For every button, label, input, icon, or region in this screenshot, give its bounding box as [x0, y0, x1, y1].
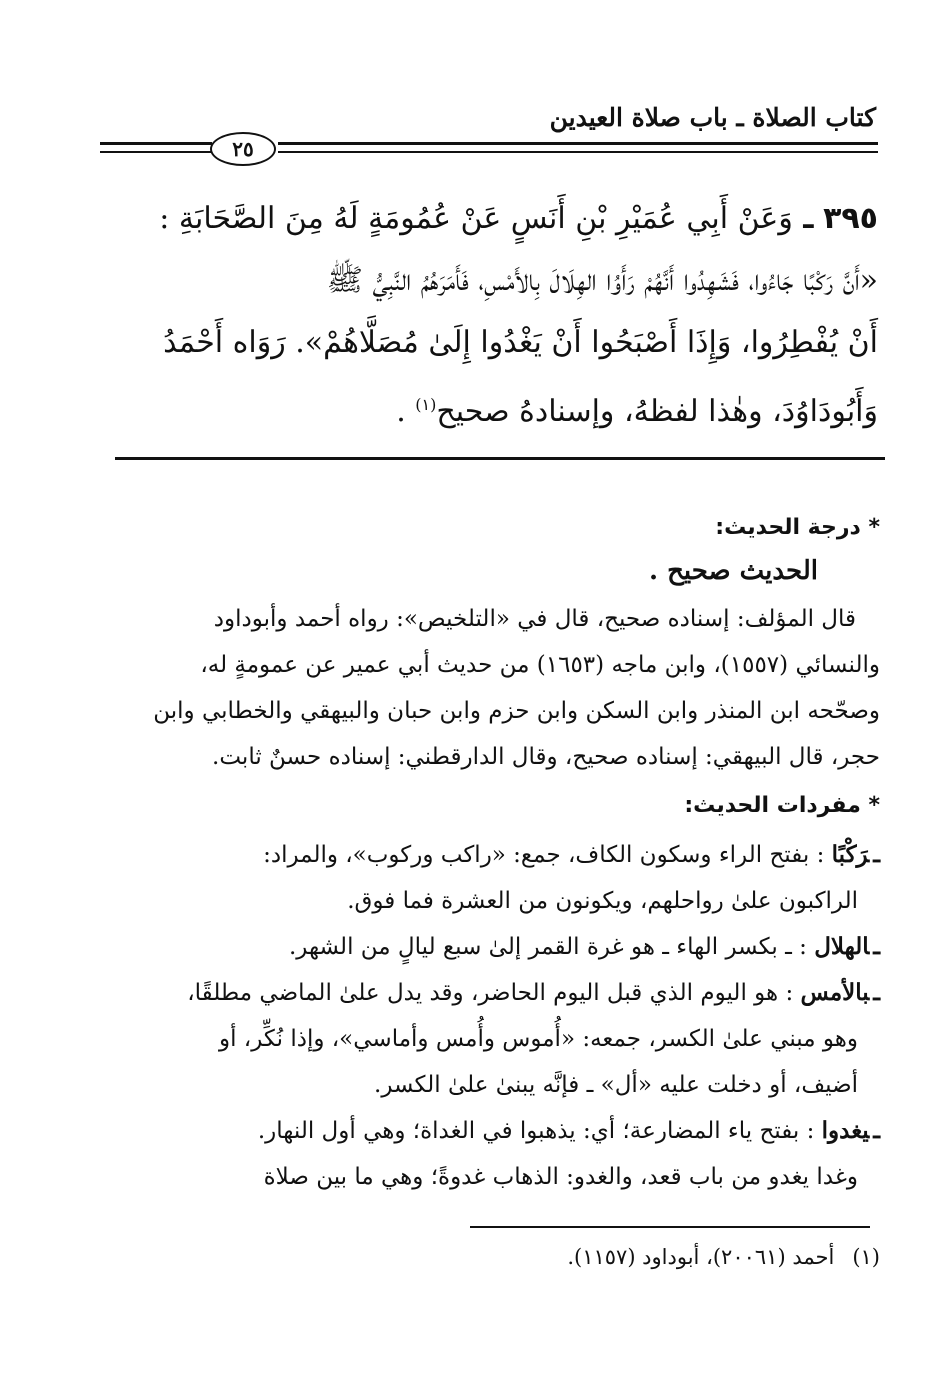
- header-rule-right-lower: [278, 151, 878, 153]
- entry-dash: ـ: [873, 841, 880, 868]
- hadith-matn-2: أَنْ يُفْطِرُوا، وَإِذَا أَصْبَحُوا أَنْ يَغْدُوا إِلَىٰ مُصَلَّاهُمْ». رَوَاه أَحْمَدُ: [163, 325, 878, 360]
- author-note-line-4: حجر، قال البيهقي: إسناده صحيح، وقال الدارقطني: إسناده حسنٌ ثابت.: [212, 744, 880, 770]
- header-rule-left-lower: [100, 151, 212, 153]
- vocab-continuation: الراكبون علىٰ رواحلهم، ويكونون من العشرة فما فوق.: [347, 888, 858, 914]
- footnote: [100, 1240, 880, 1274]
- vocab-entry-rakban: [100, 832, 880, 924]
- vocab-term: رَكْبًا: [831, 841, 870, 868]
- vocab-term: الهلال: [814, 933, 870, 960]
- author-note-line-2: والنسائي (١٥٥٧)، وابن ماجه (١٦٥٣) من حديث أبي عمير عن عمومةٍ له،: [200, 652, 880, 678]
- entry-dash: ـ: [873, 1117, 880, 1144]
- vocab-entry-bil-ams: [100, 970, 880, 1108]
- hadith-isnad: وَعَنْ أَبِي عُمَيْرِ بْنِ أَنَسٍ عَنْ عُمُومَةٍ لَهُ مِنَ الصَّحَابَةِ :: [159, 201, 793, 236]
- vocab-continuation: أضيف، أو دخلت عليه «أل» ـ فإنَّه يبنىٰ علىٰ الكسر.: [374, 1072, 858, 1098]
- footnote-mark: (١): [852, 1245, 880, 1269]
- vocab-continuation: وهو مبني علىٰ الكسر، جمعه: «أُموس وأُمس وأماسي»، وإذا نُكِّر، أو: [218, 1026, 858, 1052]
- vocab-term: يغدوا: [821, 1117, 870, 1144]
- header-rule-left: [100, 142, 212, 145]
- vocab-entry-yaghdu: [100, 1108, 880, 1200]
- hadith-line-1: [98, 190, 878, 248]
- hadith-line-3: [98, 314, 878, 372]
- footnote-reference: (١): [415, 395, 437, 414]
- entry-dash: ـ: [873, 933, 880, 960]
- hadith-end-dot: .: [396, 394, 406, 429]
- vocab-definition: : بفتح الراء وسكون الكاف، جمع: «راكب وركوب»، والمراد:: [263, 842, 825, 868]
- grade-verdict: الحديث صحيح .: [649, 556, 818, 586]
- hadith-matn-1: «أَنَّ رَكْبًا جَاءُوا، فَشَهِدُوا أَنَّهُمْ رَأَوُا الهِلَالَ بِالأَمْسِ، فَأَمَرَهُمُ النَّبِيُّ ﷺ: [326, 263, 878, 298]
- footnote-rule: [470, 1226, 870, 1228]
- vocab-continuation: وغدا يغدو من باب قعد، والغدو: الذهاب غدوةً؛ وهي ما بين صلاة: [263, 1164, 858, 1190]
- hadith-line-4: [98, 376, 878, 441]
- page-number-text: ٢٥: [232, 137, 254, 161]
- header-rule-right: [278, 142, 878, 145]
- vocab-definition: : هو اليوم الذي قبل اليوم الحاضر، وقد يدل علىٰ الماضي مطلقًا،: [187, 980, 794, 1006]
- author-note-line-1: قال المؤلف: إسناده صحيح، قال في «التلخيص»: رواه أحمد وأبوداود: [213, 606, 856, 632]
- vocab-definition: : ـ بكسر الهاء ـ هو غرة القمر إلىٰ سبع ليالٍ من الشهر.: [288, 934, 807, 960]
- page-number: [210, 132, 276, 166]
- hadith-source: وَأَبُودَاوُدَ، وهٰذا لفظهُ، وإسنادهُ صحيح: [436, 394, 878, 429]
- vocab-heading: * مفردات الحديث:: [684, 793, 880, 818]
- hadith-line-2: [98, 252, 878, 310]
- author-note-line-3: وصحّحه ابن المنذر وابن السكن وابن حزم وابن حبان والبيهقي والخطابي وابن: [153, 698, 880, 724]
- vocab-term: بالأمس: [800, 979, 870, 1006]
- vocab-definition: : بفتح ياء المضارعة؛ أي: يذهبوا في الغداة؛ وهي أول النهار.: [257, 1118, 815, 1144]
- running-title: كتاب الصلاة ـ باب صلاة العيدين: [549, 103, 876, 132]
- section-separator: [115, 457, 885, 460]
- hadith-number: ٣٩٥: [823, 201, 878, 236]
- vocab-entry-hilal: [100, 924, 880, 970]
- entry-dash: ـ: [873, 979, 880, 1006]
- grade-heading: * درجة الحديث:: [715, 515, 880, 540]
- hadith-dash: ـ: [792, 201, 814, 236]
- footnote-text: أحمد (٢٠٠٦١)، أبوداود (١١٥٧).: [567, 1245, 835, 1269]
